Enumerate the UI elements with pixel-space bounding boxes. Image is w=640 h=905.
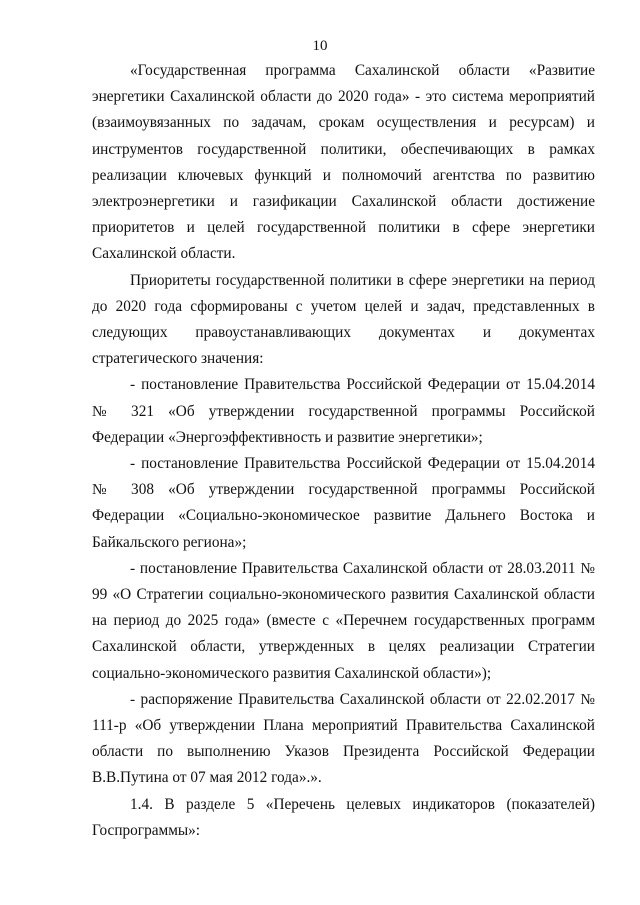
document-body	[92, 58, 595, 844]
list-item-resolution-99: - постановление Правительства Сахалинской области от 28.03.2011 № 99 «О Стратегии социально-экономического развития Сахалинской области на период до 2025 года» (вместе с «Перечнем государственных программ Сахалинской области, утвержденных в целях реализации Стратегии социально-экономического развития Сахалинской области»);	[92, 559, 595, 682]
paragraph-program-definition: «Государственная программа Сахалинской области «Развитие энергетики Сахалинской области до 2020 года» - это система мероприятий (взаимоувязанных по задачам, срокам осуществления и ресурсам) и инструментов государственной политики, обеспечивающих в рамках реализации ключевых функций и полномочий агентства по развитию электроэнергетики и газификации Сахалинской области достижение приоритетов и целей государственной политики в сфере энергетики Сахалинской области.	[92, 62, 595, 263]
paragraph-section-5-amendment: 1.4. В разделе 5 «Перечень целевых индикаторов (показателей) Госпрограммы»:	[92, 795, 595, 839]
paragraph-policy-priorities: Приоритеты государственной политики в сфере энергетики на период до 2020 года сформированы с учетом целей и задач, представленных в следующих правоустанавливающих документах и документах стратегического значения:	[92, 271, 595, 368]
list-item-resolution-308: - постановление Правительства Российской Федерации от 15.04.2014 № 308 «Об утверждении государственной программы Российской Федерации «Социально-экономическое развитие Дальнего Востока и Байкальского региона»;	[92, 455, 595, 551]
page-number: 10	[312, 38, 328, 54]
list-item-order-111: - распоряжение Правительства Сахалинской области от 22.02.2017 № 111-р «Об утверждении Плана мероприятий Правительства Сахалинской области по выполнению Указов Президента Российской Федерации В.В.Путина от 07 мая 2012 года».».	[92, 690, 595, 787]
list-item-resolution-321: - постановление Правительства Российской Федерации от 15.04.2014 № 321 «Об утверждении государственной программы Российской Федерации «Энергоэффективность и развитие энергетики»;	[92, 376, 595, 446]
